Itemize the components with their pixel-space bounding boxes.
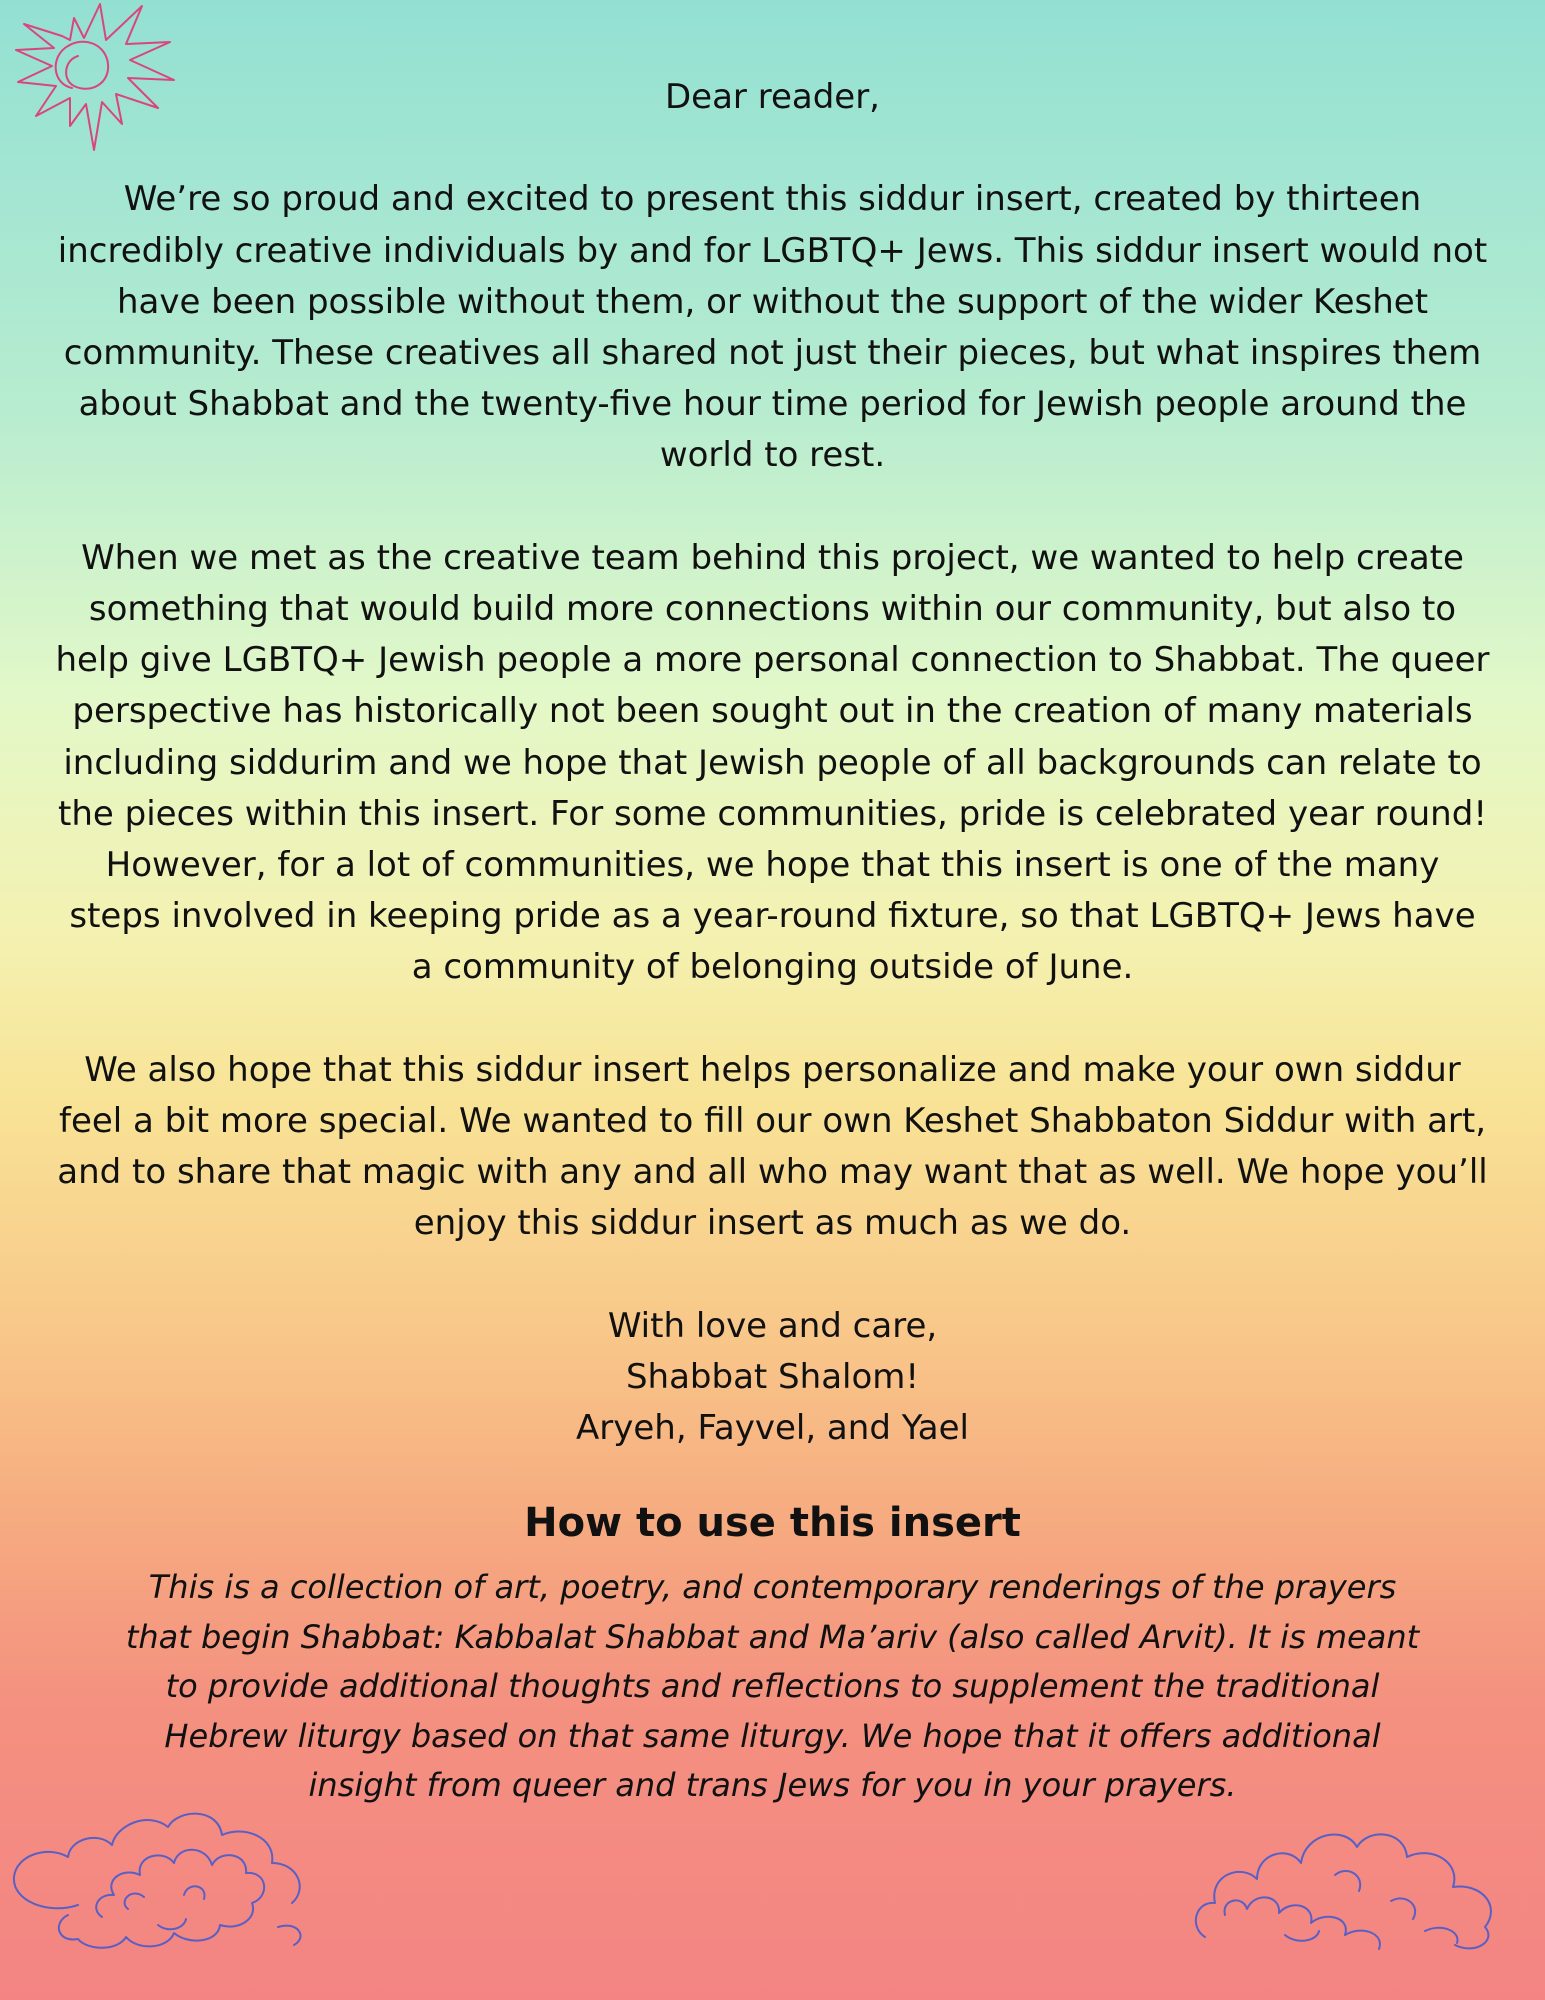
howto-heading: How to use this insert (524, 1500, 1021, 1546)
letter-paragraph: We’re so proud and excited to present this siddur insert, created by thirteen incredibly creative individuals by and for LGBTQ+ Jews. This siddur insert would not have been possible without them, or without the support of the wider Keshet community. These creatives all shared not just their pieces, but what inspires them about Shabbat and the twenty-five hour time period for Jewish people around the world to rest. (57, 179, 1488, 476)
howto-body: This is a collection of art, poetry, and contemporary renderings of the prayers that begin Shabbat: Kabbalat Shabbat and Ma’ariv (also called Arvit). It is meant to provide additional thoughts and reflections to supplement the traditional Hebrew liturgy based on that same liturgy. We hope that it offers additional insight from queer and trans Jews for you in your prayers. (125, 1568, 1420, 1805)
letter-paragraph: We also hope that this siddur insert helps personalize and make your own siddur feel a bit more special. We wanted to fill our own Keshet Shabbaton Siddur with art, and to share that magic with any and all who may want that as well. We hope you’ll enjoy this siddur insert as much as we do. (57, 1049, 1488, 1244)
cloud-doodle-icon (1185, 1805, 1515, 1955)
signature: Aryeh, Fayvel, and Yael (576, 1408, 969, 1449)
greeting: Shabbat Shalom! (625, 1357, 920, 1398)
letter-paragraph: When we met as the creative team behind this project, we wanted to help create something that would build more connections within our community, but also to help give LGBTQ+ Jewish people a more personal connection to Shabbat. The queer perspective has historically not been sought out in the creation of many materials including siddurim and we hope that Jewish people of all backgrounds can relate to the pieces within this insert. For some communities, pride is celebrated year round! However, for a lot of communities, we hope that this insert is one of the many steps involved in keeping pride as a year-round fixture, so that LGBTQ+ Jews have a community of belonging outside of June. (55, 537, 1490, 988)
cloud-doodle-icon (8, 1805, 338, 1955)
signoff (55, 1301, 1490, 1455)
letter-body (55, 72, 1490, 1506)
salutation: Dear reader, (665, 77, 880, 117)
closing: With love and care, (607, 1305, 938, 1346)
howto-section (120, 1495, 1425, 1811)
